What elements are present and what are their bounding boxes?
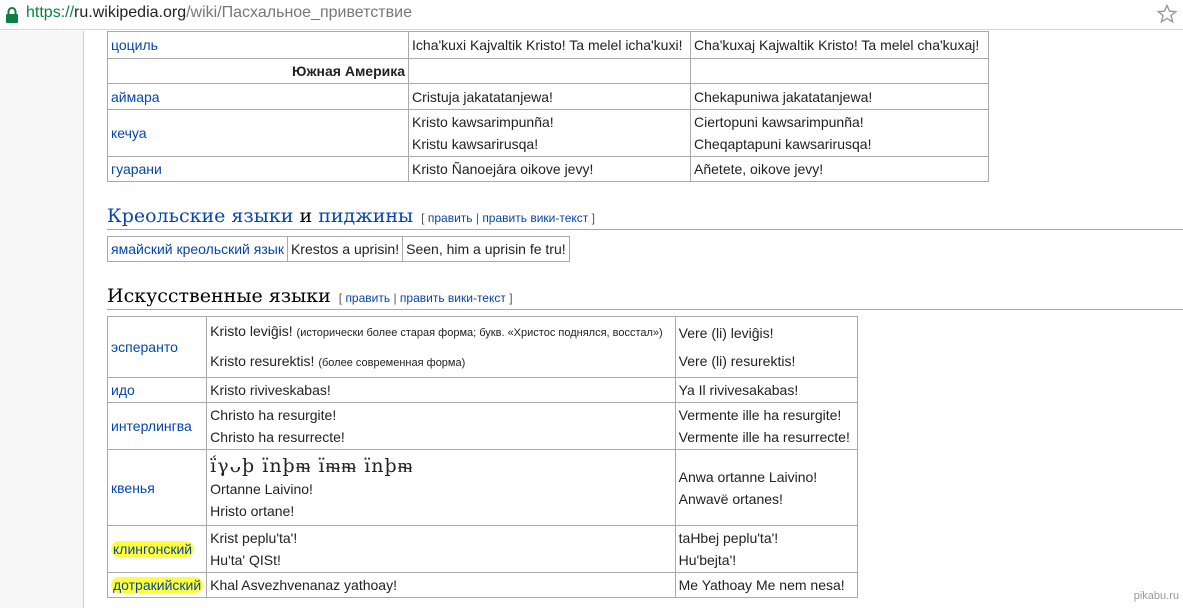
watermark: pikabu.ru — [1133, 590, 1179, 602]
heading-title: Искусственные языки — [107, 285, 331, 307]
edit-link[interactable]: править — [427, 211, 473, 225]
heading-underline — [107, 229, 1183, 230]
table-row — [108, 59, 989, 84]
browser-address-bar[interactable] — [0, 0, 1183, 30]
lang-cell — [108, 157, 409, 182]
lang-cell — [108, 32, 409, 59]
lang-cell — [108, 450, 207, 526]
url-text[interactable] — [26, 4, 412, 22]
response-cell: Añetete, oikove jevy! — [691, 157, 989, 182]
empty-cell — [691, 59, 989, 84]
response-line: Ciertopuni kawsarimpunña! — [694, 114, 864, 130]
lang-cell — [108, 110, 409, 157]
lang-cell — [108, 526, 207, 573]
response-line: Anwa ortanne Laivino! — [678, 468, 818, 485]
response-cell: Me Yathoay Me nem nesa! — [675, 573, 857, 598]
heading-and: и — [293, 205, 319, 227]
bracket-close: ] — [509, 291, 513, 305]
greeting-text: Kristo resurektis! — [210, 353, 319, 369]
response-cell: Cha'kuxaj Kajwaltik Kristo! Ta melel cha'kuxaj! — [691, 32, 989, 59]
bracket-close: ] — [591, 211, 595, 225]
response-cell — [675, 317, 857, 378]
response-cell: Seen, him a uprisin fe tru! — [403, 237, 570, 262]
lang-link-aymara[interactable]: аймара — [111, 88, 160, 105]
table-row — [108, 403, 858, 450]
greeting-note: (исторически более старая форма; букв. «Христос поднялся, восстал») — [296, 327, 663, 339]
bookmark-star-icon[interactable] — [1157, 4, 1177, 24]
edit-source-link[interactable]: править вики-текст — [482, 211, 589, 225]
response-line: Vere (li) resurektis! — [678, 353, 796, 369]
edit-separator: | — [390, 291, 400, 305]
creole-languages-link[interactable]: Креольские языки — [107, 205, 294, 227]
lang-link-dothraki[interactable]: дотракийский — [113, 577, 202, 593]
lang-cell — [108, 317, 207, 378]
edit-link[interactable]: править — [345, 291, 391, 305]
greeting-cell — [207, 317, 675, 378]
response-line: Vermente ille ha resurgite! — [678, 407, 842, 423]
greeting-line: Christo ha resurgite! — [210, 407, 337, 423]
response-cell — [675, 450, 857, 526]
greeting-line: Christo ha resurrecte! — [210, 429, 345, 445]
table-row — [108, 378, 858, 403]
lang-link-tzotzil[interactable]: цоциль — [111, 37, 158, 53]
lang-link-jamaican-creole[interactable]: ямайский креольский язык — [111, 241, 284, 257]
greetings-table-americas — [107, 31, 989, 182]
table-row — [108, 573, 858, 598]
heading-underline — [107, 309, 1183, 310]
greeting-cell: Kristo riviveskabas! — [207, 378, 675, 403]
response-cell — [691, 110, 989, 157]
wiki-sidebar — [0, 31, 83, 608]
table-row — [108, 526, 858, 573]
url-path: /wiki/Пасхальное_приветствие — [186, 4, 412, 21]
greetings-table-artificial — [107, 316, 858, 598]
lang-link-esperanto[interactable]: эсперанто — [111, 339, 178, 355]
greeting-cell — [207, 450, 675, 526]
greeting-text: Kristo leviĝis! — [210, 323, 297, 339]
table-row — [108, 157, 989, 182]
lang-cell — [108, 237, 288, 262]
edit-source-link[interactable]: править вики-текст — [399, 291, 506, 305]
bracket-open: [ — [421, 211, 425, 225]
lang-link-quenya[interactable]: квенья — [111, 479, 155, 496]
content-border — [83, 31, 84, 608]
response-cell: Chekapuniwa jakatatanjewa! — [691, 84, 989, 110]
region-header-south-america — [108, 59, 409, 84]
response-line: taHbej peplu'ta'! — [678, 530, 779, 546]
table-row — [108, 450, 858, 526]
response-line: Hu'bejta'! — [678, 552, 737, 568]
edit-section-links — [339, 291, 513, 305]
url-host: ru.wikipedia.org — [74, 4, 187, 21]
greeting-line: Krist peplu'ta'! — [210, 530, 298, 546]
lock-icon — [5, 7, 19, 23]
greeting-cell — [207, 526, 675, 573]
section-heading-artificial — [107, 285, 513, 307]
empty-cell — [409, 59, 691, 84]
response-line: Vere (li) leviĝis! — [678, 325, 774, 341]
bracket-open: [ — [338, 291, 343, 305]
greeting-cell: Cristuja jakatatanjewa! — [409, 84, 691, 110]
url-scheme: https:// — [26, 4, 75, 21]
table-row — [108, 237, 570, 262]
response-line: Vermente ille ha resurrecte! — [678, 429, 850, 445]
greeting-line: Hristo ortane! — [210, 502, 295, 519]
greeting-cell — [207, 403, 675, 450]
pidgins-link[interactable]: пиджины — [318, 205, 414, 227]
greeting-line: Hu'ta' QISt! — [210, 552, 281, 568]
greeting-line: Kristu kawsarirusqa! — [412, 136, 539, 152]
greeting-cell: Krestos a uprisin! — [287, 237, 402, 262]
lang-cell — [108, 403, 207, 450]
response-line: Cheqaptapuni kawsarirusqa! — [694, 136, 872, 152]
table-row — [108, 317, 858, 378]
edit-separator: | — [472, 211, 483, 225]
greeting-line: Ortanne Laivino! — [210, 480, 313, 497]
table-row — [108, 84, 989, 110]
greeting-cell: Khal Asvezhvenanaz yathoay! — [207, 573, 675, 598]
greeting-cell: Icha'kuxi Kajvaltik Kristo! Ta melel icha'kuxi! — [409, 32, 691, 59]
lang-link-guarani[interactable]: гуарани — [111, 161, 162, 177]
section-heading-creole — [107, 205, 595, 227]
response-cell: Ya Il rivivesakabas! — [675, 378, 857, 403]
table-row — [108, 32, 989, 59]
lang-link-interlingua[interactable]: интерлингва — [111, 418, 192, 434]
lang-link-ido[interactable]: идо — [111, 382, 135, 398]
lang-cell — [108, 573, 207, 598]
lang-cell — [108, 378, 207, 403]
lang-cell — [108, 84, 409, 110]
greeting-cell: Kristo Ñanoejára oikove jevy! — [409, 157, 691, 182]
greeting-line: Kristo kawsarimpunña! — [412, 114, 554, 130]
tengwar-script-image: ḯγᴗþ ïnþᵯ ïᵯᵯ ïnþᵯ — [210, 454, 414, 477]
greeting-cell — [409, 110, 691, 157]
greeting-line — [210, 317, 671, 347]
greetings-table-creole — [107, 236, 570, 262]
response-line: Anwavë ortanes! — [678, 490, 783, 507]
edit-section-links — [421, 211, 595, 225]
table-row — [108, 110, 989, 157]
response-cell — [675, 403, 857, 450]
greeting-note: (более современная форма) — [318, 357, 466, 369]
response-cell — [675, 526, 857, 573]
lang-link-quechua[interactable]: кечуа — [111, 125, 147, 141]
region-label: Южная Америка — [292, 63, 406, 79]
lang-link-klingon[interactable]: клингонский — [113, 541, 193, 557]
greeting-line — [210, 347, 671, 377]
